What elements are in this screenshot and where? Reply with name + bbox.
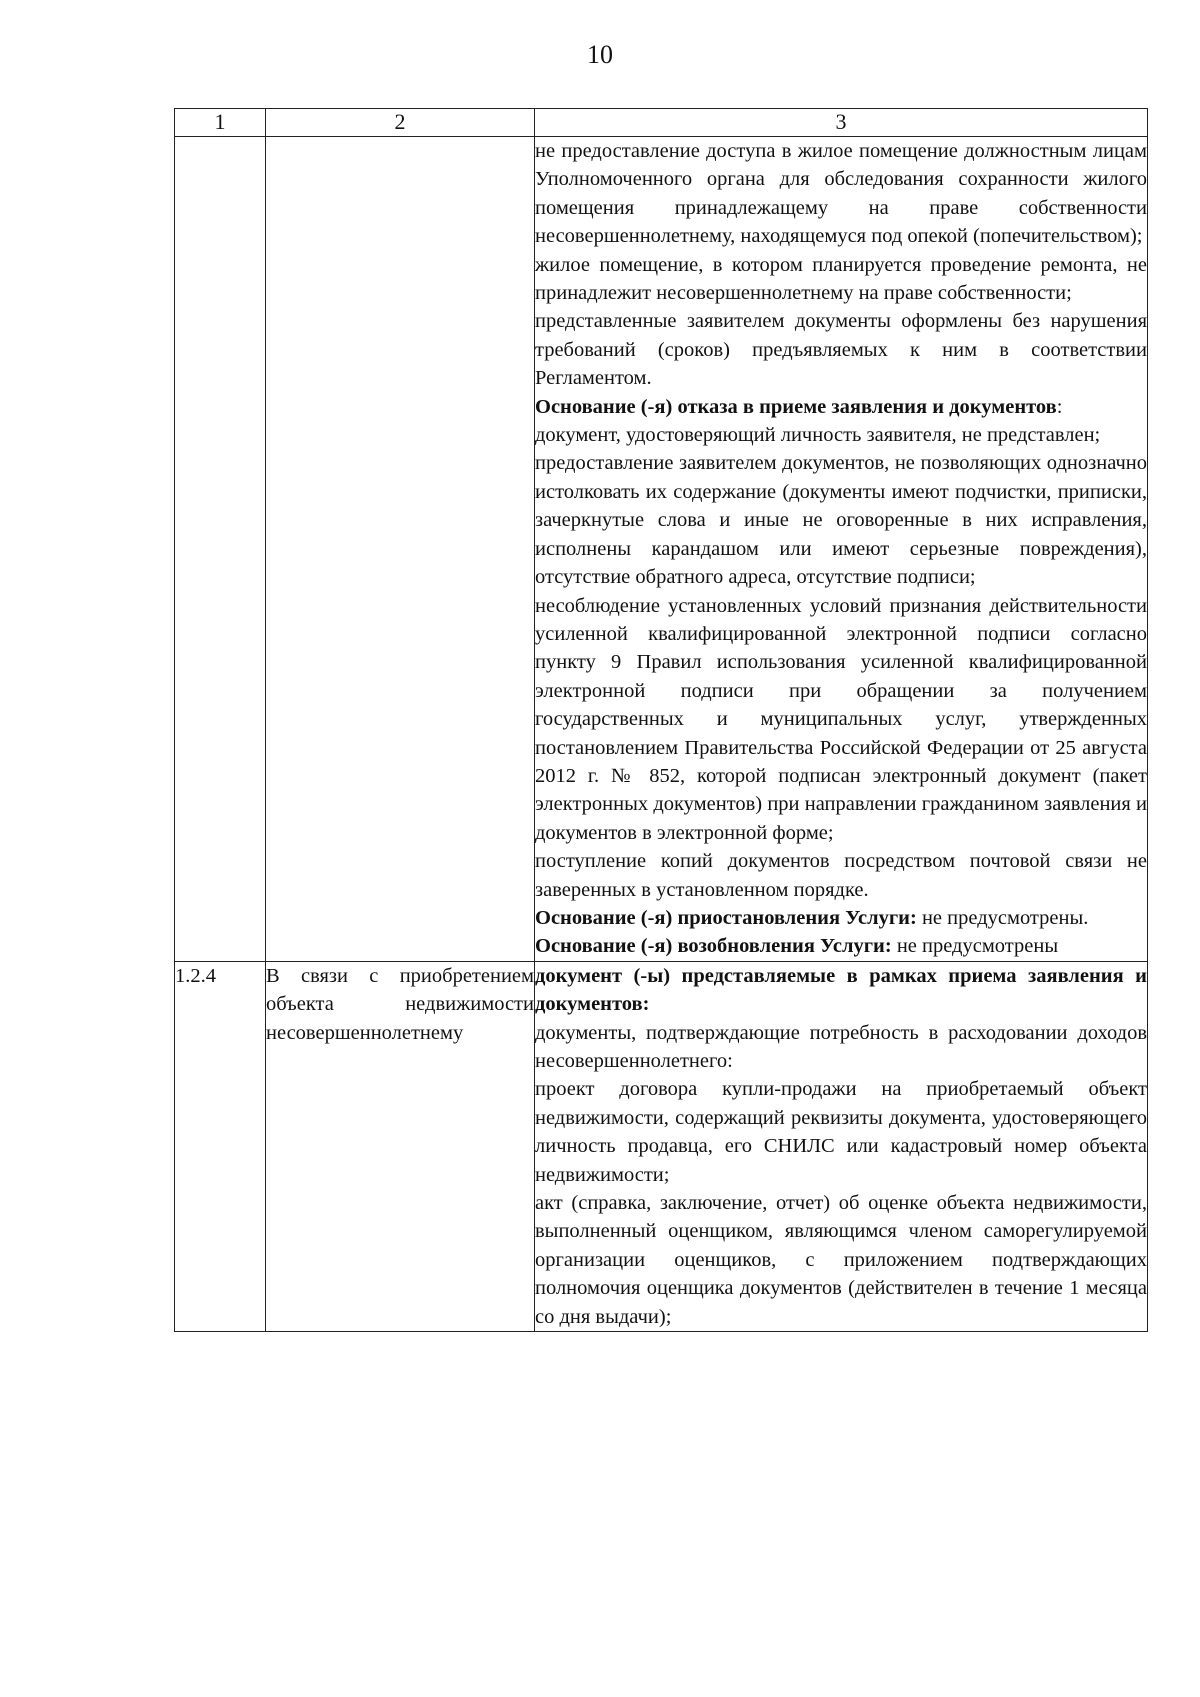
row1-paragraph bbox=[535, 137, 1147, 251]
row2-content-cell bbox=[535, 961, 1148, 1331]
header-col-2: 2 bbox=[266, 109, 535, 137]
paragraph-text: не предусмотрены bbox=[891, 935, 1059, 958]
paragraph-text: несоблюдение установленных условий признания действительности усиленной квалифицированной электронной подписи согласно пункту 9 Правил использования усиленной квалифицированной электронной подписи при обращении за получением государственных и муниципальных услуг, утвержденных постановлением Правительства Российской Федерации от 25 августа 2012 г. № 852, которой подписан электронный документ (пакет электронных документов) при направлении гражданином заявления и документов в электронной форме; bbox=[535, 594, 1147, 844]
paragraph-text: не предусмотрены. bbox=[916, 906, 1089, 929]
row1-title-cell bbox=[266, 137, 535, 962]
row1-paragraph bbox=[535, 393, 1147, 421]
row2-paragraph bbox=[535, 1019, 1147, 1076]
row1-number-cell bbox=[175, 137, 266, 962]
row1-paragraph bbox=[535, 592, 1147, 848]
row1-paragraph bbox=[535, 449, 1147, 591]
row2-paragraph bbox=[535, 1189, 1147, 1331]
paragraph-lead: документ (-ы) представляемые в рамках приема заявления и документов: bbox=[535, 964, 1147, 1016]
row2-number-cell: 1.2.4 bbox=[175, 961, 266, 1331]
header-col-1: 1 bbox=[175, 109, 266, 137]
row1-paragraph bbox=[535, 904, 1147, 932]
row2-title-cell: В связи с приобретением объекта недвижимости несовершеннолетнему bbox=[266, 961, 535, 1331]
paragraph-lead: Основание (-я) отказа в приеме заявления и документов bbox=[535, 395, 1057, 418]
table-header-row bbox=[175, 109, 1148, 137]
header-col-3: 3 bbox=[535, 109, 1148, 137]
row1-paragraph bbox=[535, 251, 1147, 308]
page-number: 10 bbox=[587, 40, 613, 69]
row1-paragraph bbox=[535, 307, 1147, 392]
row2-paragraph bbox=[535, 1075, 1147, 1189]
regulation-table bbox=[174, 108, 1148, 1332]
paragraph-lead: Основание (-я) возобновления Услуги: bbox=[535, 935, 892, 958]
paragraph-text: документы, подтверждающие потребность в расходовании доходов несовершеннолетнего: bbox=[535, 1021, 1147, 1072]
paragraph-text: предоставление заявителем документов, не позволяющих однозначно истолковать их содержание (документы имеют подчистки, приписки, зачеркнутые слова и иные не оговоренные в них исправления, исполнены карандашом или имеют серьезные повреждения), отсутствие обратного адреса, отсутствие подписи; bbox=[535, 452, 1147, 589]
row1-paragraph bbox=[535, 421, 1147, 449]
row1-content-cell bbox=[535, 137, 1148, 962]
paragraph-lead: Основание (-я) приостановления Услуги: bbox=[535, 906, 917, 929]
paragraph-text: документ, удостоверяющий личность заявителя, не представлен; bbox=[535, 424, 1101, 447]
paragraph-text: : bbox=[1056, 395, 1063, 418]
paragraph-text: жилое помещение, в котором планируется проведение ремонта, не принадлежит несовершеннолетнему на праве собственности; bbox=[535, 253, 1147, 305]
row1-paragraph bbox=[535, 847, 1147, 904]
paragraph-text: не предоставление доступа в жилое помещение должностным лицам Уполномоченного органа для обследования сохранности жилого помещения принадлежащему на праве собственности несовершеннолетнему, находящемуся под опекой (попечительством); bbox=[535, 140, 1147, 248]
paragraph-text: акт (справка, заключение, отчет) об оценке объекта недвижимости, выполненный оценщиком, являющимся членом саморегулируемой организации оценщиков, с приложением подтверждающих полномочия оценщика документов (действителен в течение 1 месяца со дня выдачи); bbox=[535, 1192, 1147, 1328]
row2-paragraph bbox=[535, 962, 1147, 1019]
row1-paragraph bbox=[535, 932, 1147, 960]
table-row bbox=[175, 961, 1148, 1331]
paragraph-text: поступление копий документов посредством почтовой связи не заверенных в установленном порядке. bbox=[535, 850, 1147, 901]
paragraph-text: проект договора купли-продажи на приобретаемый объект недвижимости, содержащий реквизиты документа, удостоверяющего личность продавца, его СНИЛС или кадастровый номер объекта недвижимости; bbox=[535, 1078, 1147, 1186]
table-row bbox=[175, 137, 1148, 962]
paragraph-text: представленные заявителем документы оформлены без нарушения требований (сроков) предъявляемых к ним в соответствии Регламентом. bbox=[535, 310, 1147, 390]
